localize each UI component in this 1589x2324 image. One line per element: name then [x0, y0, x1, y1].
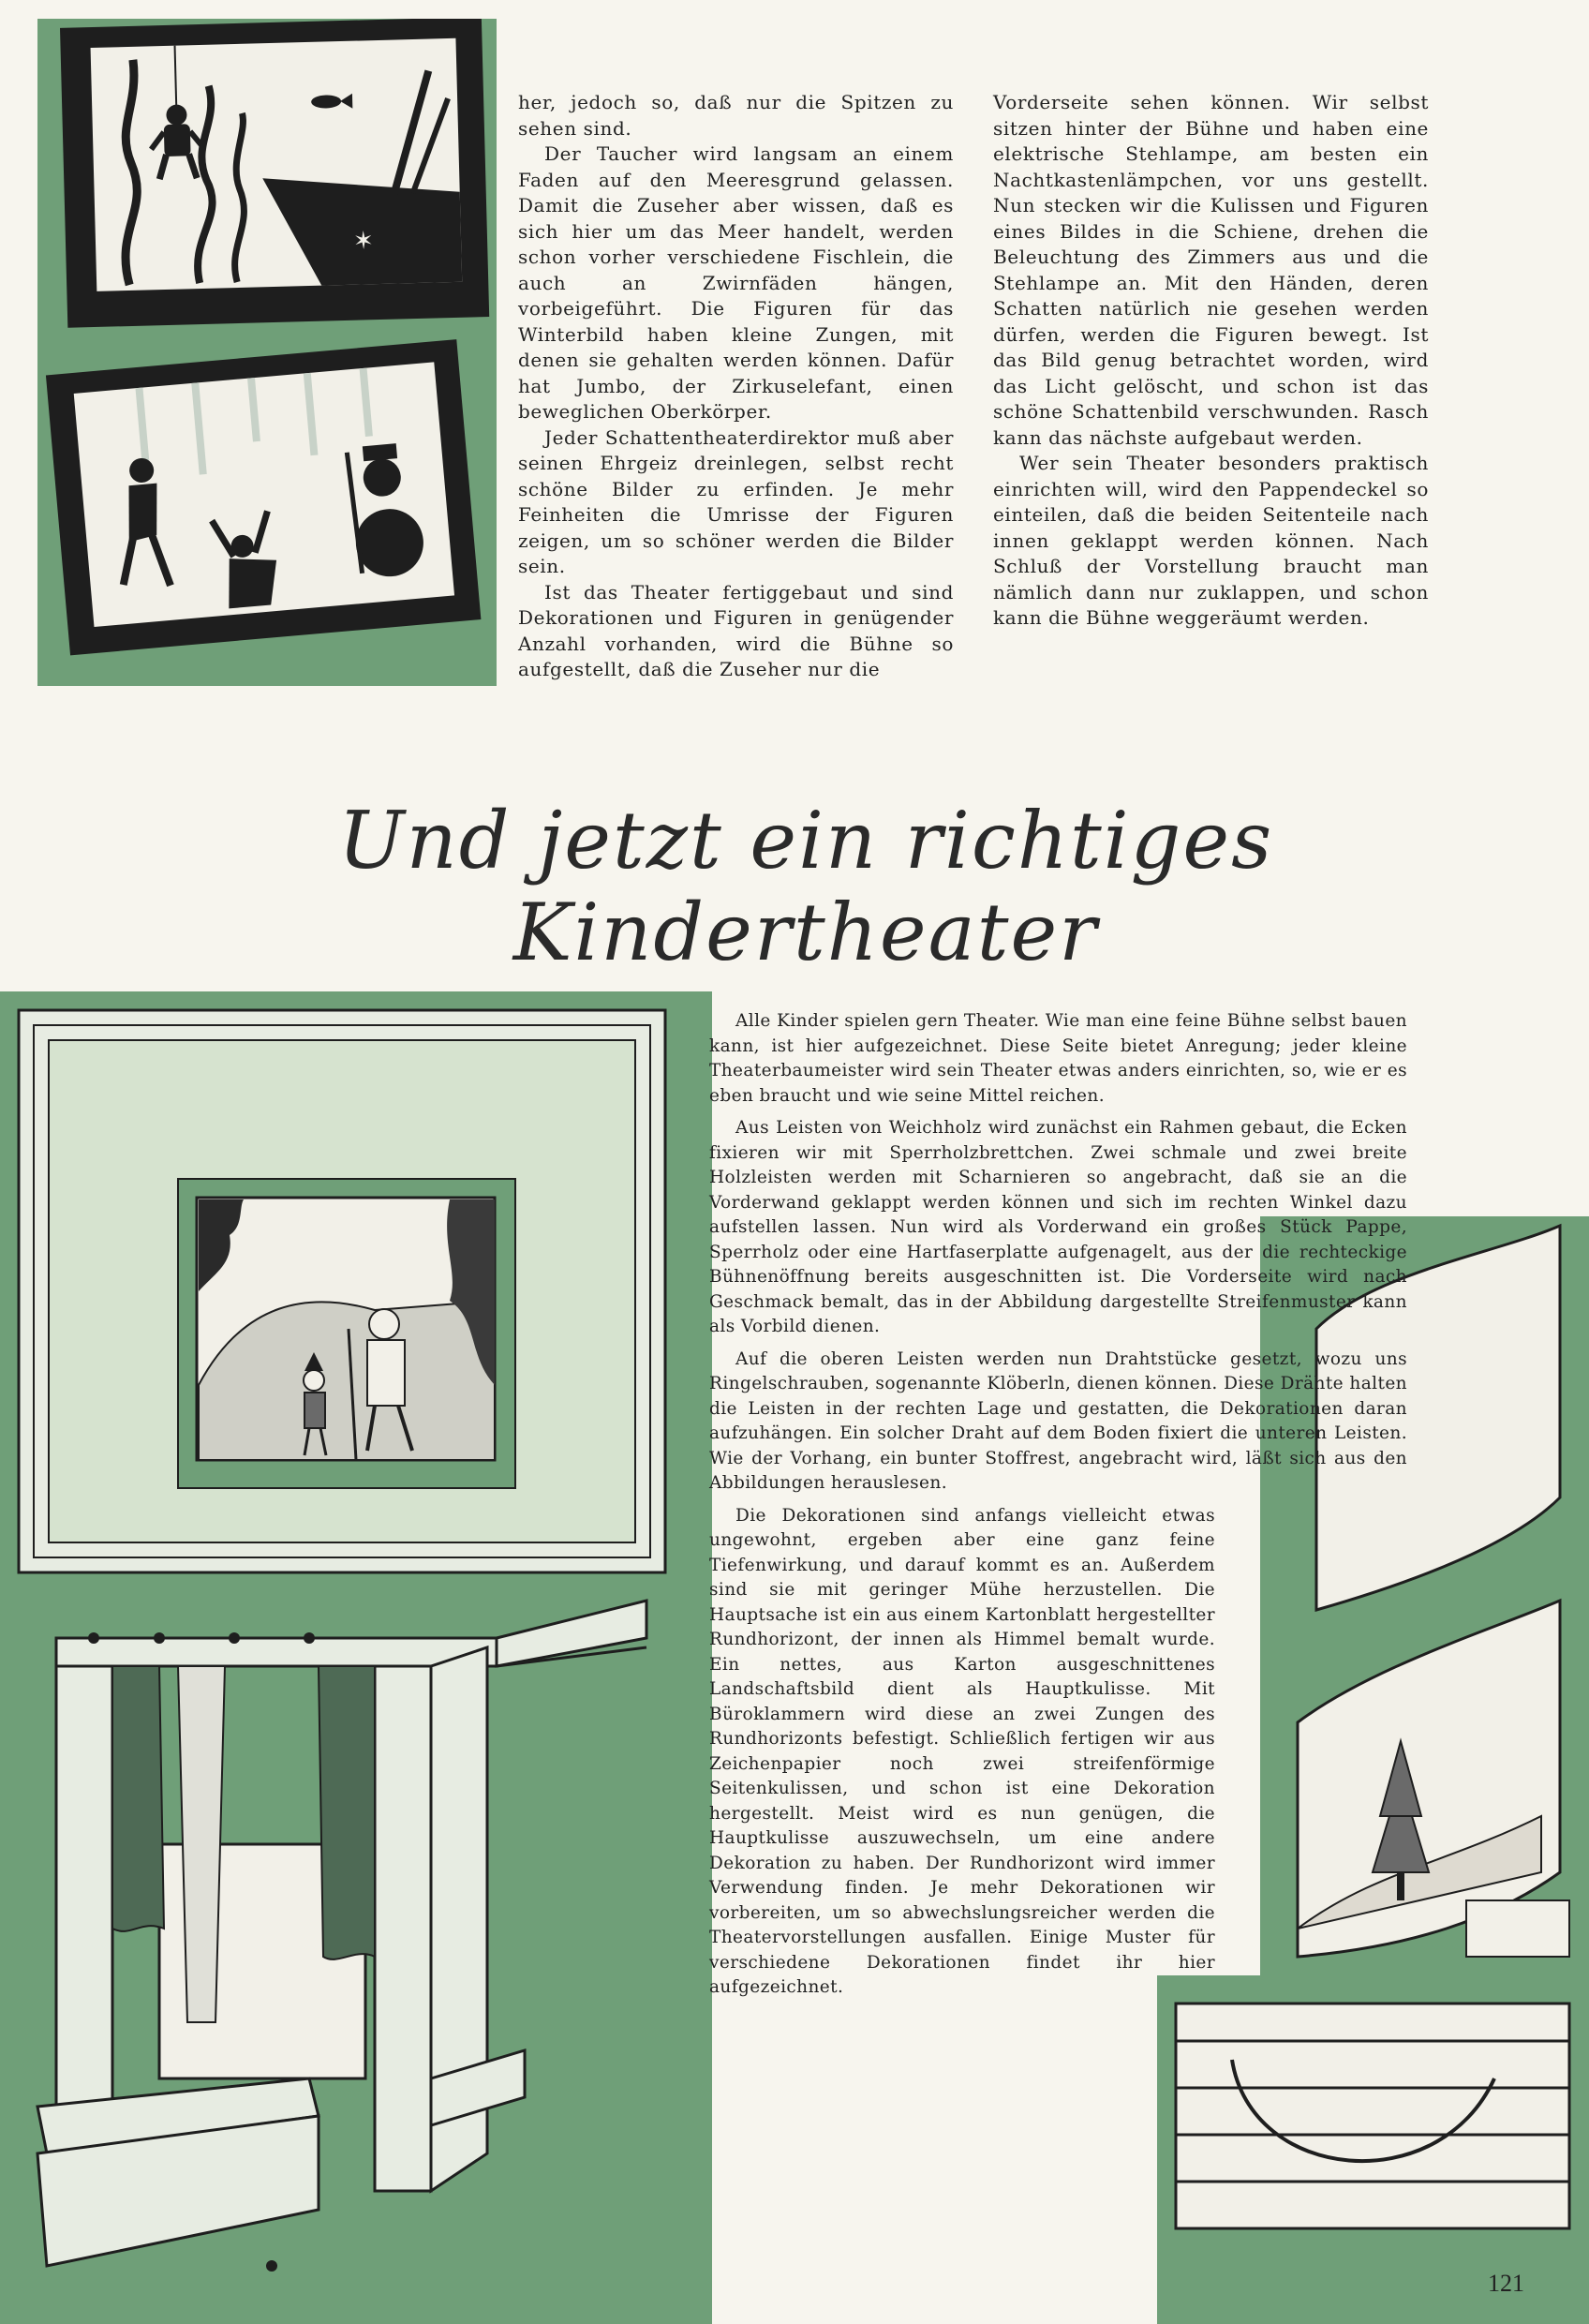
- paragraph: Vorderseite sehen können. Wir selbst sitzen hinter der Bühne und haben eine elektrische Stehlampe, am besten ein Nachtkastenlämpchen, vor uns gestellt. Nun stecken wir die Kulissen und Figuren eines Bildes in die Schiene, drehen die Beleuchtung des Zimmers aus und die Stehlampe an. Mit den Händen, deren Schatten natürlich nie gesehen werden dürfen, werden die Figuren bewegt. Ist das Bild genug betrachtet worden, wird das Licht gelöscht, und schon ist das schöne Schattenbild verschwunden. Rasch kann das nächste aufgebaut werden.: [993, 91, 1429, 449]
- paragraph: Wer sein Theater besonders praktisch einrichten will, wird den Pappendeckel so einteilen, daß die beiden Seitenteile nach innen geklappt werden können. Nach Schluß der Vorstellung braucht man nämlich dann nur zuklappen, und schon kann die Bühne weggeräumt werden.: [993, 452, 1429, 629]
- paragraph: Ist das Theater fertiggebaut und sind Dekorationen und Figuren in genügender Anzahl vorhanden, wird die Bühne so aufgestellt, daß die Zuseher nur die: [518, 580, 954, 680]
- text-column-bottom: [709, 1009, 1407, 2001]
- page-number: 121: [1488, 2270, 1524, 2297]
- paragraph: Jeder Schattentheaterdirektor muß aber seinen Ehrgeiz dreinlegen, selbst recht schöne Bilder zu erfinden. Je mehr Feinheiten die Umrisse der Figuren zeigen, um so schöner werden die Bilder sein.: [518, 425, 954, 577]
- text-column-top-right: [993, 90, 1429, 632]
- text-column-top-middle: [518, 90, 954, 683]
- page-heading: Und jetzt ein richtiges Kindertheater: [337, 795, 1274, 978]
- paragraph: Alle Kinder spielen gern Theater. Wie man eine feine Bühne selbst bauen kann, ist hier aufgezeichnet. Diese Seite bietet Anregung; jeder kleine Theaterbaumeister wird sein Theater etwas anders einrichten, so, wie er es eben braucht und wie seine Mittel reichen.: [709, 1011, 1407, 1106]
- shadow-theater-illustration: [37, 19, 497, 686]
- paragraph: her, jedoch so, daß nur die Spitzen zu sehen sind.: [518, 91, 954, 140]
- svg-text:✶: ✶: [352, 227, 375, 256]
- paragraph: Die Dekorationen sind anfangs vielleicht etwas ungewohnt, ergeben aber eine ganz feine Tiefenwirkung, und darauf kommt es an. Außerdem sind sie mit geringer Mühe herzustellen. Die Hauptsache ist ein aus einem Kartonblatt hergestellter Rundhorizont, der innen als Himmel bemalt wurde. Ein nettes, aus Karton ausgeschnittenes Landschaftsbild dient als Hauptkulisse. Mit Büroklammern wird diese an zwei Zungen des Rundhorizonts befestigt. Schließlich fertigen wir aus Zeichenpapier noch zwei streifenförmige Seitenkulissen, und schon ist eine Dekoration hergestellt. Meist wird es nun genügen, die Hauptkulisse auszuwechseln, um eine andere Dekoration zu haben. Der Rundhorizont wird immer Verwendung finden. Je mehr Dekorationen wir vorbereiten, um so abwechslungsreicher werden die Theatervorstellungen ausfallen. Einige Muster für verschiedene Dekorationen findet ihr hier aufgezeichnet.: [709, 1505, 1215, 1997]
- theater-front-illustration: [0, 991, 712, 2324]
- paragraph: Auf die oberen Leisten werden nun Drahtstücke gesetzt, wozu uns Ringelschrauben, sogenannte Klöberln, dienen können. Diese Drähte halten die Leisten in der rechten Lage und gestatten, die Dekorationen daran aufzuhängen. Ein solcher Draht auf dem Boden fixiert die unteren Leisten. Wie der Vorhang, ein bunter Stoffrest, angebracht wird, läßt sich aus den Abbildungen herauslesen.: [709, 1348, 1407, 1493]
- paragraph: Aus Leisten von Weichholz wird zunächst ein Rahmen gebaut, die Ecken fixieren wir mit Sperrholzbrettchen. Zwei schmale und zwei breite Holzleisten werden mit Scharnieren so angebracht, daß sie an die Vorderwand geklappt werden können und sich im rechten Winkel dazu aufstellen lassen. Nun wird als Vorderwand ein großes Stück Pappe, Sperrholz oder eine Hartfaserplatte aufgenagelt, aus der die rechteckige Bühnenöffnung bereits ausgeschnitten ist. Die Vorderseite wird nach Geschmack bemalt, das in der Abbildung dargestellte Streifenmuster kann als Vorbild dienen.: [709, 1118, 1407, 1336]
- paragraph: Der Taucher wird langsam an einem Faden auf den Meeresgrund gelassen. Damit die Zuseher aber wissen, daß es sich hier um das Meer handelt, werden schon vorher verschiedene Fischlein, die auch an Zwirnfäden hängen, vorbeigeführt. Die Figuren für das Winterbild haben kleine Zungen, mit denen sie gehalten werden können. Dafür hat Jumbo, der Zirkuselefant, einen beweglichen Oberkörper.: [518, 142, 954, 423]
